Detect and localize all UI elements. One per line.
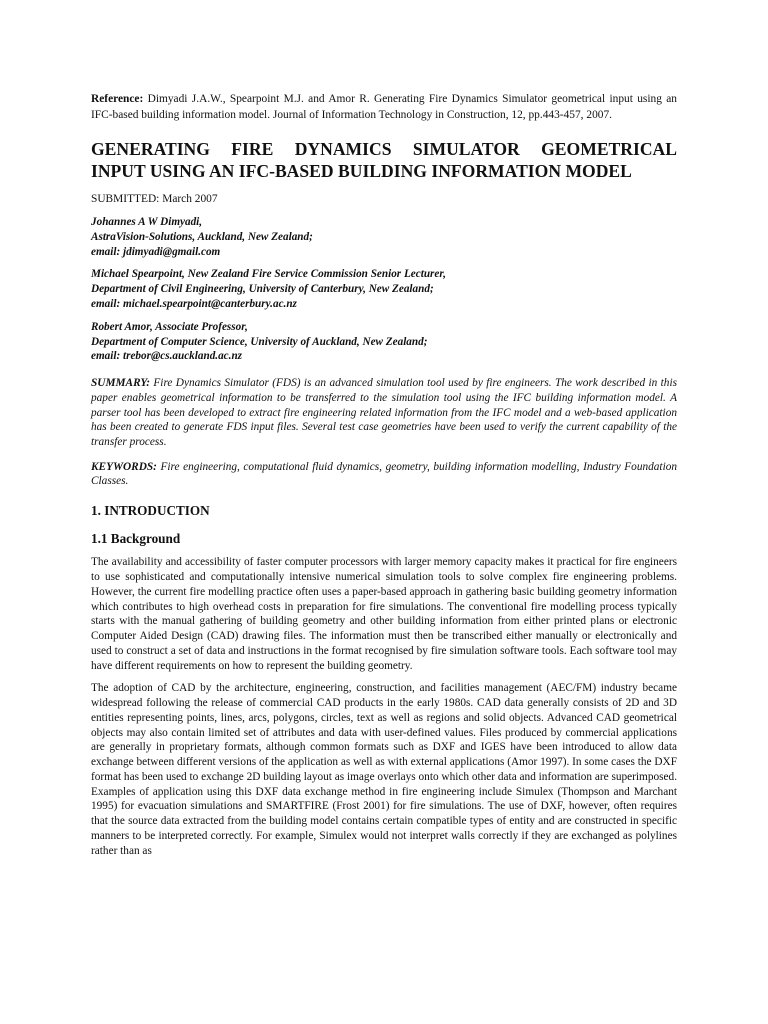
summary-paragraph <box>91 376 677 450</box>
summary-label: SUMMARY: <box>91 377 151 390</box>
title-line-2: INPUT USING AN IFC-BASED BUILDING INFORMATION MODEL <box>91 160 632 181</box>
author-affiliation-line: Department of Civil Engineering, University of Canterbury, New Zealand; <box>91 283 434 296</box>
title-line-1: GENERATING FIRE DYNAMICS SIMULATOR GEOMETRICAL <box>91 139 677 159</box>
author-block-dimyadi <box>91 215 677 259</box>
subsection-heading-background: 1.1 Background <box>91 531 181 547</box>
paper-title <box>91 139 677 182</box>
author-block-amor <box>91 320 677 364</box>
author-affiliation-line: Department of Computer Science, University of Auckland, New Zealand; <box>91 335 428 348</box>
author-email-line: email: trebor@cs.auckland.ac.nz <box>91 350 243 363</box>
reference-text: Dimyadi J.A.W., Spearpoint M.J. and Amor R. Generating Fire Dynamics Simulator geometrical input using an IFC-based building information model. Journal of Information Technology in Construction, 12, pp.443-457, 2007. <box>91 93 677 121</box>
paper-page <box>91 92 677 858</box>
author-name-line: Johannes A W Dimyadi, <box>91 216 203 228</box>
summary-text: Fire Dynamics Simulator (FDS) is an advanced simulation tool used by fire engineers. The work described in this paper enables geometrical information to be transferred to the simulation tool using the IFC building information model. A parser tool has been developed to extract fire engineering related information from the IFC model and a web-based application has been created to generate FDS input files. Several test case geometries have been used to verify the current capability of the transfer process. <box>91 377 677 448</box>
author-name-line: Michael Spearpoint, New Zealand Fire Service Commission Senior Lecturer, <box>91 268 446 281</box>
submitted-date: SUBMITTED: March 2007 <box>91 193 218 205</box>
body-paragraph: The adoption of CAD by the architecture, engineering, construction, and facilities management (AEC/FM) industry became widespread following the release of commercial CAD products in the early 1980s. CAD data generally consists of 2D and 3D entities representing points, lines, arcs, polygons, circles, text as well as regions and solid objects. Advanced CAD geometrical objects may also contain limited set of attributes and data with user-defined values. Files produced by commercial applications are generally in proprietary formats, although common formats such as DXF and IGES have been introduced to allow data exchange between different versions of the application as well as with external applications (Amor 1997). In some cases the DXF format has been used to exchange 2D building layout as image overlays onto which other data and information are superimposed. Examples of application using this DXF data exchange method in fire engineering include Simulex (Thompson and Marchant 1995) for evacuation simulations and SMARTFIRE (Frost 2001) for fire simulations. The use of DXF, however, often requires that the source data extracted from the building model contains certain compatible types of entity and are constructed in specific manners to be interpreted correctly. For example, Simulex would not interpret walls correctly if they are exchanged as polylines rather than as <box>91 682 678 857</box>
keywords-text: Fire engineering, computational fluid dynamics, geometry, building information modelling, Industry Foundation Classes. <box>91 460 677 488</box>
section-heading-introduction: 1. INTRODUCTION <box>91 503 210 519</box>
author-email-line: email: michael.spearpoint@canterbury.ac.nz <box>91 297 297 310</box>
author-block-spearpoint <box>91 267 677 311</box>
author-email-line: email: jdimyadi@gmail.com <box>91 245 221 258</box>
body-paragraph: The availability and accessibility of faster computer processors with larger memory capacity makes it practical for fire engineers to use sophisticated and computationally intensive numerical simulation tools to solve complex fire engineering problems. However, the current fire modelling practice often uses a paper-based approach in gathering basic building geometry information which contributes to high overhead costs in preparation for fire simulations. The conventional fire modelling process typically starts with the manual gathering of building geometry and other building information from either printed plans or electronic Computer Aided Design (CAD) drawing files. The information must then be transcribed either manually or electronically and used to construct a set of data and instructions in the format recognised by fire simulation software tools. Each software tool may have different requirements on how to represent the building geometry. <box>91 556 677 672</box>
reference-label: Reference: <box>91 93 144 105</box>
author-name-line: Robert Amor, Associate Professor, <box>91 320 248 333</box>
reference-note <box>91 92 677 123</box>
author-affiliation-line: AstraVision-Solutions, Auckland, New Zealand; <box>91 230 313 243</box>
keywords-paragraph <box>91 460 677 490</box>
keywords-label: KEYWORDS: <box>91 460 157 473</box>
